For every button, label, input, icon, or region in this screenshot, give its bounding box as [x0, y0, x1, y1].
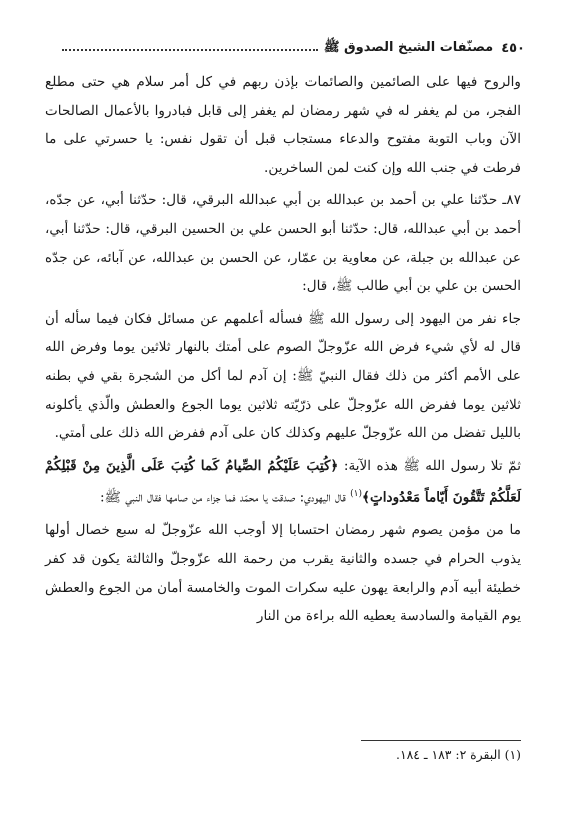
quran-verse: ﴿كُتِبَ عَلَيْكُمُ الصِّيامُ كَما كُتِبَ عَلَى الَّذِينَ مِنْ قَبْلِكُمْ لَعَلَّكُمْ تَتَّقُونَ أَيّاماً مَعْدُوداتٍ﴾: [45, 457, 521, 506]
paragraph-1: والروح فيها على الصائمين والصائمات بإذن ربهم في كل أمر سلام هي حتى مطلع الفجر، من لم يغفر له في شهر رمضان لم يغفر إلى قابل فبادروا بالأعمال الصالحات الآن وباب التوبة مفتوح والدعاء مستجاب قبل أن تقول نفس: يا حسرتي على ما فرطت في جنب الله وإن كنت لمن الساخرين.: [45, 74, 521, 176]
paragraph-2-hadith-87: ٨٧ـ حدّثنا علي بن أحمد بن عبدالله بن أبي عبدالله البرقي، قال: حدّثنا أبي، عن جدّه، أحمد بن أبي عبدالله، قال: حدّثنا أبو الحسن علي بن الحسين البرقي، قال: حدّثنا أبي، عن عبدالله بن جبلة، عن معاوية بن عمّار، عن الحسن بن عبدالله، عن آبائه، عن جدّه الحسن بن علي بن أبي طالب ﷺ، قال:: [45, 192, 521, 295]
running-header: [56, 38, 525, 58]
footnote-marker: (١): [350, 489, 363, 500]
para4-rest: قال اليهودي: صدقت يا محمّد فما جزاء من صامها فقال النبي ﷺ:: [99, 489, 351, 506]
page-body: [45, 68, 521, 635]
footnote: (١) البقرة ٢: ١٨٣ ـ ١٨٤.: [396, 747, 521, 762]
para4-intro: ثمّ تلا رسول الله ﷺ هذه الآية:: [338, 457, 521, 474]
paragraph-3: جاء نفر من اليهود إلى رسول الله ﷺ فسأله أعلمهم عن مسائل فكان فيما سأله أن قال له لأي شيء فرض الله عزّوجلّ الصوم على أمتك بالنهار ثلاثين يوما وفرض الله على الأمم أكثر من ذلك فقال النبيّ ﷺ: إن آدم لما أكل من الشجرة بقي في بطنه ثلاثين يوما ففرض الله عزّوجلّ على ذرّيّته ثلاثين يوما الجوع والعطش والّذي يأكلونه بالليل تفضل من الله عزّوجلّ عليهم وكذلك كان على آدم ففرض الله ذلك على أمتي.: [45, 310, 521, 442]
header-leader-dots: [62, 49, 318, 51]
footnote-divider: [361, 740, 521, 741]
paragraph-5: ما من مؤمن يصوم شهر رمضان احتسابا إلا أوجب الله عزّوجلّ له سبع خصال أولها يذوب الحرام في جسده والثانية يقرب من رحمة الله عزّوجلّ والثالثة يكون قد كفر خطيئة أبيه آدم والرابعة يهون عليه سكرات الموت والخامسة أمان من الجوع والعطش يوم القيامة والسادسة يعطيه الله براءة من النار: [45, 522, 521, 625]
paragraph-4: [45, 452, 521, 513]
header-title: مصنّفات الشيخ الصدوق ﷺ: [323, 39, 494, 55]
page-number: ٤٥٠: [501, 40, 525, 56]
